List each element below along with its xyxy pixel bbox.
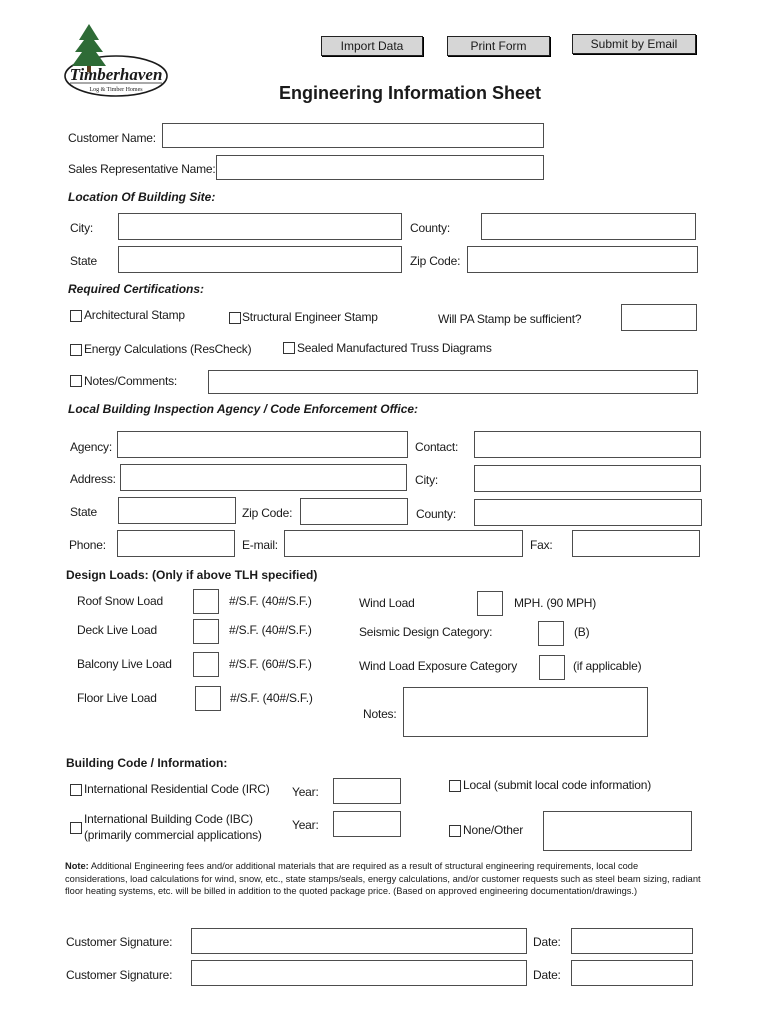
energy-calculations-label: Energy Calculations (ResCheck)	[84, 342, 252, 356]
agency-county-field[interactable]	[474, 499, 702, 526]
location-heading: Location Of Building Site:	[68, 190, 216, 204]
site-county-label: County:	[410, 221, 450, 235]
pa-stamp-label: Will PA Stamp be sufficient?	[438, 312, 582, 326]
site-zip-label: Zip Code:	[410, 254, 461, 268]
pine-tree-icon	[62, 22, 170, 100]
irc-checkbox[interactable]	[70, 784, 82, 796]
agency-city-label: City:	[415, 473, 439, 487]
phone-label: Phone:	[69, 538, 106, 552]
fax-label: Fax:	[530, 538, 553, 552]
truss-diagrams-label: Sealed Manufactured Truss Diagrams	[297, 341, 492, 355]
signature-1-label: Customer Signature:	[66, 935, 173, 949]
site-city-field[interactable]	[118, 213, 402, 240]
none-other-label: None/Other	[463, 823, 524, 837]
agency-county-label: County:	[416, 507, 456, 521]
building-code-heading: Building Code / Information:	[66, 756, 228, 770]
deck-live-field[interactable]	[193, 619, 219, 644]
structural-stamp-checkbox[interactable]	[229, 312, 241, 324]
loads-notes-label: Notes:	[363, 707, 397, 721]
roof-snow-unit: #/S.F. (40#/S.F.)	[229, 594, 312, 608]
design-loads-heading: Design Loads: (Only if above TLH specified)	[66, 568, 318, 582]
structural-stamp-label: Structural Engineer Stamp	[242, 310, 378, 324]
phone-field[interactable]	[117, 530, 235, 557]
floor-live-unit: #/S.F. (40#/S.F.)	[230, 691, 313, 705]
exposure-unit: (if applicable)	[573, 659, 642, 673]
ibc-year-field[interactable]	[333, 811, 401, 837]
ibc-label-line1: International Building Code (IBC)	[84, 812, 253, 826]
timberhaven-logo	[62, 22, 170, 100]
customer-name-field[interactable]	[162, 123, 544, 148]
truss-diagrams-checkbox[interactable]	[283, 342, 295, 354]
signature-2-field[interactable]	[191, 960, 527, 986]
agency-heading: Local Building Inspection Agency / Code Enforcement Office:	[68, 402, 419, 416]
agency-label: Agency:	[70, 440, 112, 454]
roof-snow-field[interactable]	[193, 589, 219, 614]
seismic-label: Seismic Design Category:	[359, 625, 493, 639]
print-form-button[interactable]: Print Form	[447, 36, 550, 56]
local-code-checkbox[interactable]	[449, 780, 461, 792]
notes-comments-checkbox[interactable]	[70, 375, 82, 387]
balcony-live-field[interactable]	[193, 652, 219, 677]
irc-year-field[interactable]	[333, 778, 401, 804]
note-body: Additional Engineering fees and/or additional materials that are required as a result of structural engineering requirements, local code considerations, load calculations for wind, snow, etc., state stamps/seals, energy calculations, and/or customer requests such as steel beam sizing, radiant floor heating systems, etc. will be billed in addition to the quoted package price. (Based on approved engineering documentation/drawings.)	[65, 861, 701, 896]
site-state-field[interactable]	[118, 246, 402, 273]
loads-notes-field[interactable]	[403, 687, 648, 737]
exposure-label: Wind Load Exposure Category	[359, 659, 518, 673]
contact-label: Contact:	[415, 440, 459, 454]
pa-stamp-field[interactable]	[621, 304, 697, 331]
architectural-stamp-label: Architectural Stamp	[84, 308, 185, 322]
agency-state-field[interactable]	[118, 497, 236, 524]
sales-rep-field[interactable]	[216, 155, 544, 180]
energy-calculations-checkbox[interactable]	[70, 344, 82, 356]
date-2-field[interactable]	[571, 960, 693, 986]
balcony-live-unit: #/S.F. (60#/S.F.)	[229, 657, 312, 671]
agency-field[interactable]	[117, 431, 408, 458]
wind-load-label: Wind Load	[359, 596, 415, 610]
floor-live-field[interactable]	[195, 686, 221, 711]
date-1-field[interactable]	[571, 928, 693, 954]
agency-state-label: State	[70, 505, 98, 519]
date-1-label: Date:	[533, 935, 561, 949]
roof-snow-label: Roof Snow Load	[77, 594, 163, 608]
page-title: Engineering Information Sheet	[279, 83, 542, 103]
contact-field[interactable]	[474, 431, 701, 458]
balcony-live-label: Balcony Live Load	[77, 657, 172, 671]
email-label: E-mail:	[242, 538, 278, 552]
import-data-button[interactable]: Import Data	[321, 36, 423, 56]
sales-rep-label: Sales Representative Name:	[68, 162, 216, 176]
agency-zip-field[interactable]	[300, 498, 408, 525]
none-other-checkbox[interactable]	[449, 825, 461, 837]
fax-field[interactable]	[572, 530, 700, 557]
svg-text:Timberhaven: Timberhaven	[69, 65, 163, 84]
local-code-label: Local (submit local code information)	[463, 778, 652, 792]
none-other-field[interactable]	[543, 811, 692, 851]
exposure-field[interactable]	[539, 655, 565, 680]
floor-live-label: Floor Live Load	[77, 691, 157, 705]
agency-city-field[interactable]	[474, 465, 701, 492]
notes-comments-field[interactable]	[208, 370, 698, 394]
email-field[interactable]	[284, 530, 523, 557]
ibc-checkbox[interactable]	[70, 822, 82, 834]
notes-comments-label: Notes/Comments:	[84, 374, 178, 388]
ibc-label-line2: (primarily commercial applications)	[84, 828, 262, 842]
architectural-stamp-checkbox[interactable]	[70, 310, 82, 322]
wind-load-field[interactable]	[477, 591, 503, 616]
deck-live-unit: #/S.F. (40#/S.F.)	[229, 623, 312, 637]
svg-text:Log & Timber Homes: Log & Timber Homes	[89, 87, 143, 93]
agency-address-label: Address:	[70, 472, 116, 486]
ibc-year-label: Year:	[292, 818, 319, 832]
seismic-unit: (B)	[574, 625, 590, 639]
site-state-label: State	[70, 254, 98, 268]
deck-live-label: Deck Live Load	[77, 623, 157, 637]
agency-zip-label: Zip Code:	[242, 506, 293, 520]
signature-1-field[interactable]	[191, 928, 527, 954]
agency-address-field[interactable]	[120, 464, 407, 491]
irc-label: International Residential Code (IRC)	[84, 782, 270, 796]
signature-2-label: Customer Signature:	[66, 968, 173, 982]
customer-name-label: Customer Name:	[68, 131, 156, 145]
date-2-label: Date:	[533, 968, 561, 982]
billing-note	[65, 860, 701, 898]
site-county-field[interactable]	[481, 213, 696, 240]
site-zip-field[interactable]	[467, 246, 698, 273]
submit-by-email-button[interactable]: Submit by Email	[572, 34, 696, 54]
wind-load-unit: MPH. (90 MPH)	[514, 596, 597, 610]
site-city-label: City:	[70, 221, 94, 235]
seismic-field[interactable]	[538, 621, 564, 646]
certifications-heading: Required Certifications:	[68, 282, 205, 296]
note-prefix: Note:	[65, 861, 89, 871]
irc-year-label: Year:	[292, 785, 319, 799]
